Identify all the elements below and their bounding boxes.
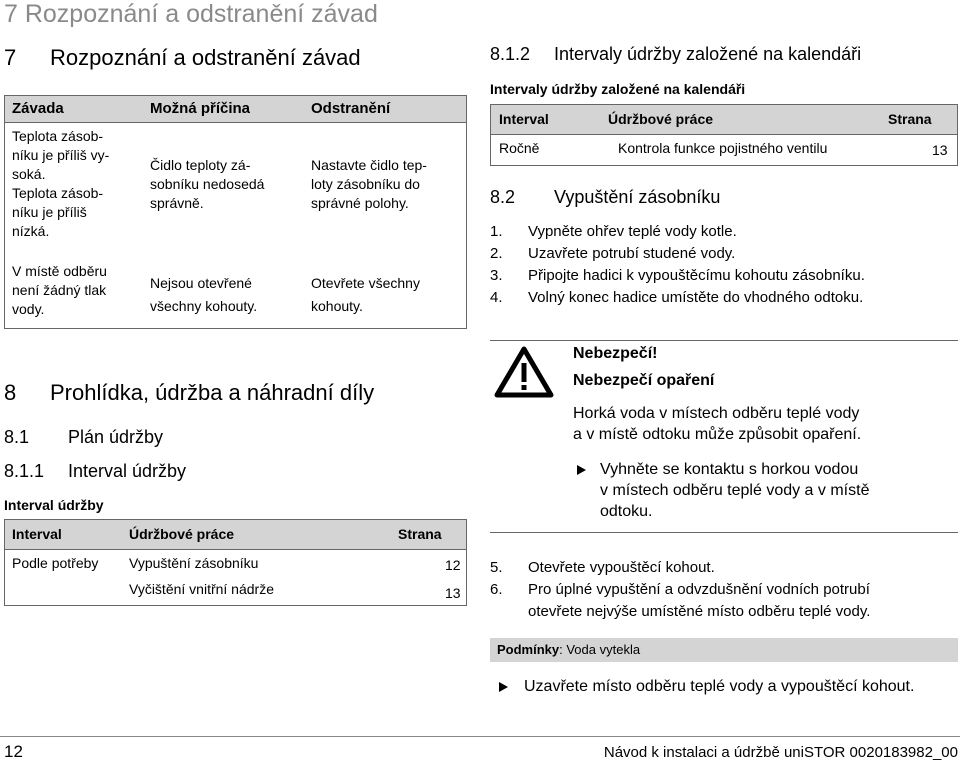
steps-list: [490, 221, 958, 309]
steps-list: [490, 557, 958, 623]
section-8-2-heading: [490, 187, 720, 208]
fault-cell: V místě odběru není žádný tlak vody.: [12, 263, 107, 317]
table-row: [5, 550, 466, 578]
page-number: 12: [4, 742, 23, 761]
step-text: Připojte hadici k vypouštěcímu kohoutu zásobníku.: [528, 267, 865, 284]
section-title: Plán údržby: [68, 427, 164, 447]
page-cell: 13: [932, 142, 948, 158]
column-header: Údržbové práce: [608, 111, 714, 127]
section-8-1-heading: [4, 427, 163, 448]
column-header: Interval: [12, 526, 62, 542]
fault-cell: Teplota zásob- níku je příliš vy- soká. Teplota zásob- níku je příliš nízká.: [12, 128, 110, 239]
section-8-1-1-heading: [4, 461, 186, 482]
step-text: Otevřete vypouštěcí kohout.: [528, 559, 715, 576]
table-header: [491, 105, 957, 135]
section-number: 8.1: [4, 427, 30, 447]
work-cell: Vypuštění zásobníku: [129, 555, 259, 571]
section-number: 8.1.2: [490, 44, 531, 64]
work-cell: Kontrola funkce pojistného ventilu: [618, 140, 828, 156]
condition-bar: [490, 638, 958, 662]
condition-label: Podmínky: [497, 642, 560, 657]
list-item: [490, 601, 958, 623]
divider: [490, 340, 958, 341]
column-header: Údržbové práce: [129, 526, 235, 542]
table-caption: Intervaly údržby založené na kalendáři: [490, 81, 746, 97]
list-item: [490, 265, 958, 287]
list-item: [490, 287, 958, 309]
step-number: 5.: [490, 559, 503, 576]
column-header: Odstranění: [311, 100, 391, 117]
step-text: Volný konec hadice umístěte do vhodného odtoku.: [528, 289, 864, 306]
cause-cell: Nejsou otevřené všechny kohouty.: [150, 275, 258, 314]
section-8-1-2-heading: [490, 44, 861, 65]
danger-action: odtoku.: [600, 503, 653, 520]
step-number: 1.: [490, 223, 503, 240]
list-item: [490, 221, 958, 243]
section-number: 7: [4, 45, 17, 70]
section-number: 8.2: [490, 187, 516, 207]
list-item: [490, 579, 958, 601]
section-8-heading: [4, 380, 374, 406]
arrow-right-icon: [499, 682, 508, 692]
warning-triangle-icon: [494, 346, 554, 403]
danger-title: Nebezpečí!: [573, 345, 658, 362]
danger-action: v místech odběru teplé vody a v místě: [600, 482, 870, 499]
page-header-title: 7 Rozpoznání a odstranění závad: [4, 0, 378, 28]
page-cell: 13: [445, 585, 461, 601]
calendar-interval-table: [490, 104, 958, 166]
cause-cell: Čidlo teploty zá- sobníku nedosedá správně.: [150, 157, 265, 211]
final-action: Uzavřete místo odběru teplé vody a vypouštěcí kohout.: [524, 678, 915, 695]
danger-subtitle: Nebezpečí opaření: [573, 372, 715, 389]
danger-action: Vyhněte se kontaktu s horkou vodou: [600, 461, 859, 478]
step-number: 3.: [490, 267, 503, 284]
condition-value: : Voda vytekla: [559, 642, 641, 657]
table-caption: Interval údržby: [4, 497, 104, 513]
column-header: Strana: [888, 111, 932, 127]
column-header: Interval: [499, 111, 549, 127]
danger-description: a v místě odtoku může způsobit opaření.: [573, 426, 862, 443]
step-number: 4.: [490, 289, 503, 306]
table-row: [5, 578, 466, 606]
list-item: [490, 557, 958, 579]
footer-divider: [0, 736, 960, 737]
section-title: Interval údržby: [68, 461, 187, 481]
section-number: 8: [4, 380, 17, 405]
page-cell: 12: [445, 557, 461, 573]
interval-table: [4, 519, 467, 606]
section-7-heading: [4, 45, 361, 71]
column-header: Možná příčina: [150, 100, 251, 117]
table-row: [491, 135, 957, 165]
divider: [490, 532, 958, 533]
work-cell: Vyčištění vnitřní nádrže: [129, 581, 274, 597]
column-header: Strana: [398, 526, 442, 542]
interval-cell: Ročně: [499, 140, 540, 156]
section-title: Rozpoznání a odstranění závad: [50, 45, 361, 70]
section-title: Vypuštění zásobníku: [554, 187, 721, 207]
step-text: Vypněte ohřev teplé vody kotle.: [528, 223, 737, 240]
table-header: [5, 520, 466, 550]
step-number: 6.: [490, 581, 503, 598]
list-item: [490, 243, 958, 265]
fix-cell: Nastavte čidlo tep- loty zásobníku do správné polohy.: [311, 157, 427, 211]
step-text: Uzavřete potrubí studené vody.: [528, 245, 736, 262]
document-title: Návod k instalaci a údržbě uniSTOR 0020183982_00: [603, 744, 958, 761]
arrow-right-icon: [577, 465, 586, 475]
section-title: Intervaly údržby založené na kalendáři: [554, 44, 862, 64]
section-number: 8.1.1: [4, 461, 45, 481]
troubleshooting-table: [4, 95, 467, 329]
step-number: 2.: [490, 245, 503, 262]
section-title: Prohlídka, údržba a náhradní díly: [50, 380, 375, 405]
danger-description: Horká voda v místech odběru teplé vody: [573, 405, 860, 422]
step-text: otevřete nejvýše umístěné místo odběru teplé vody.: [528, 603, 871, 620]
table-header: [5, 96, 466, 123]
interval-cell: Podle potřeby: [12, 555, 99, 571]
fix-cell: Otevřete všechny kohouty.: [311, 275, 420, 314]
step-text: Pro úplné vypuštění a odvzdušnění vodních potrubí: [528, 581, 870, 598]
column-header: Závada: [12, 100, 64, 117]
